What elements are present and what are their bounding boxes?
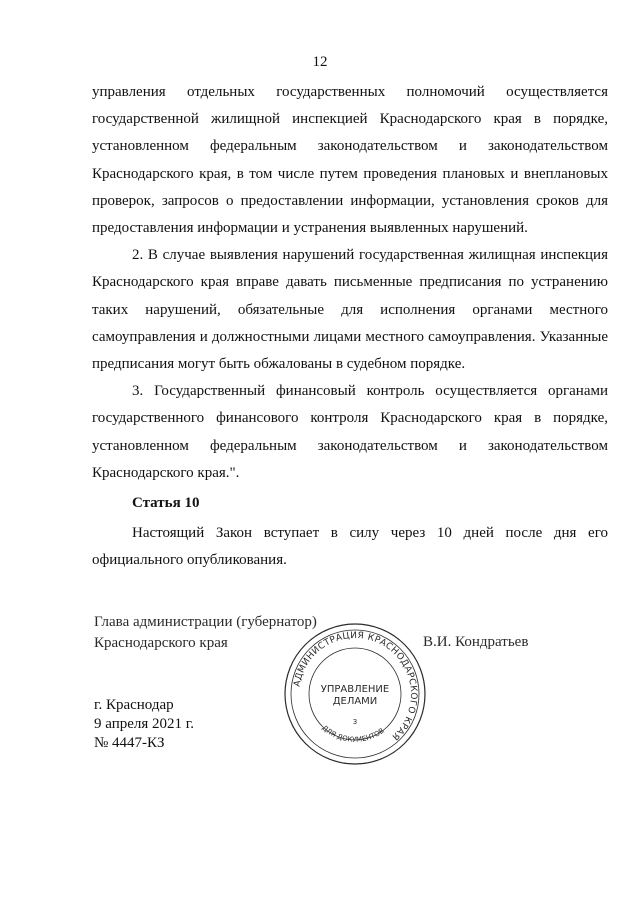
official-stamp (283, 622, 427, 766)
place-date-number (94, 696, 194, 753)
law-number: № 4447-КЗ (94, 735, 165, 751)
stamp-center-line2: ДЕЛАМИ (332, 696, 378, 707)
law-body (92, 79, 608, 487)
signatory-title-line2: Краснодарского края (94, 635, 228, 651)
svg-text:ДЛЯ ДОКУМЕНТОВ (320, 724, 386, 744)
stamp-bottom-text: ДЛЯ ДОКУМЕНТОВ (320, 723, 386, 744)
article-heading: Статья 10 (132, 495, 200, 511)
paragraph-2: 2. В случае выявления нарушений государственная жилищная инспекция Краснодарского края вправе давать письменные предписания по устранению таких нарушений, обязательные для исполнения органами местного самоуправления и должностными лицами местного самоуправления. Указанные предписания могут быть обжалованы в судебном порядке. (92, 247, 608, 373)
paragraph-continuation: управления отдельных государственных полномочий осуществляется государственной жилищной инспекцией Краснодарского края в порядке, установленном федеральным законодательством и законодательством Краснодарского края, в том числе путем проведения плановых и внеплановых проверок, запросов о предоставлении информации, установления сроков для предоставления информации и устранения выявленных нарушений. (92, 84, 608, 237)
signatory-name: В.И. Кондратьев (423, 634, 529, 650)
stamp-ring-text: АДМИНИСТРАЦИЯ КРАСНОДАРСКОГО КРАЯ (292, 630, 419, 742)
article-text: Настоящий Закон вступает в силу через 10 дней после дня его официального опубликования. (92, 525, 608, 569)
stamp-number: 3 (352, 718, 358, 726)
paragraph-3: 3. Государственный финансовый контроль осуществляется органами государственного финансового контроля Краснодарского края в порядке, установленном федеральным законодательством и законодательством Краснодарского края.". (92, 383, 608, 481)
stamp-center-line1: УПРАВЛЕНИЕ (320, 684, 390, 695)
date: 9 апреля 2021 г. (94, 716, 194, 732)
signatory-title-line1: Глава администрации (губернатор) (94, 614, 317, 630)
city: г. Краснодар (94, 697, 174, 713)
page-number: 12 (312, 54, 328, 70)
